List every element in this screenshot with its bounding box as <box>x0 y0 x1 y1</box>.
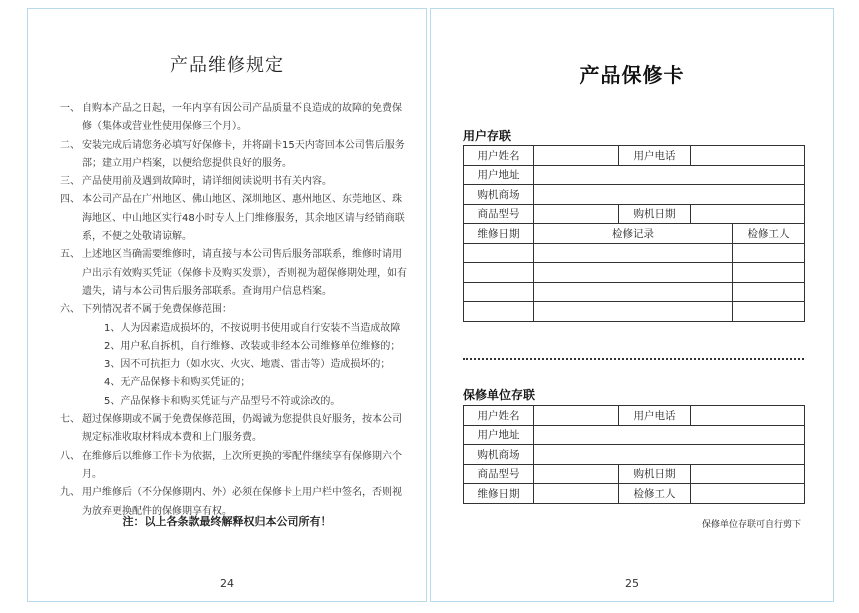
rule-text: 超过保修期或不属于免费保修范围，仍竭诚为您提供良好服务，按本公司规定标准收取材料成本费和上门服务费。 <box>82 414 402 444</box>
disclaimer-note: 注：以上各条款最终解释权归本公司所有！ <box>122 515 332 528</box>
repair-date-field[interactable] <box>534 484 619 504</box>
repair-record-cell[interactable] <box>534 243 733 263</box>
store-field[interactable] <box>534 185 805 205</box>
store-label: 购机商场 <box>464 185 534 205</box>
phone-label: 用户电话 <box>619 146 691 166</box>
rule-number: 八、 <box>60 450 80 462</box>
exclusion-item: 4、无产品保修卡和购买凭证的； <box>104 377 251 389</box>
table-row <box>464 302 805 322</box>
cut-line <box>463 358 804 360</box>
rule-item <box>60 100 410 137</box>
user-copy-label: 用户存联 <box>463 129 512 143</box>
address-label: 用户地址 <box>464 425 534 445</box>
worker-cell[interactable] <box>733 302 805 322</box>
rule-text: 产品使用前及遇到故障时，请详细阅读说明书有关内容。 <box>82 176 332 188</box>
table-row <box>464 445 805 465</box>
rule-item <box>60 173 410 191</box>
unit-copy-label: 保修单位存联 <box>463 388 536 402</box>
rule-number: 六、 <box>60 304 80 316</box>
table-row <box>464 165 805 185</box>
phone-label: 用户电话 <box>619 406 691 426</box>
rule-number: 四、 <box>60 194 80 206</box>
rule-item <box>60 411 410 448</box>
rule-text: 安装完成后请您务必填写好保修卡，并将副卡15天内寄回本公司售后服务部；建立用户档案，以便给您提供良好的服务。 <box>82 139 405 169</box>
rule-number: 一、 <box>60 103 80 114</box>
rule-number: 九、 <box>60 487 80 499</box>
rule-text: 本公司产品在广州地区、佛山地区、深圳地区、惠州地区、东莞地区、珠海地区、中山地区实行48小时专人上门维修服务，其余地区请与经销商联系，不便之处敬请谅解。 <box>82 194 405 243</box>
worker-cell[interactable] <box>733 243 805 263</box>
table-row <box>464 204 805 224</box>
repair-date-cell[interactable] <box>464 302 534 322</box>
phone-field[interactable] <box>691 406 805 426</box>
model-label: 商品型号 <box>464 204 534 224</box>
purchase-date-field[interactable] <box>691 204 805 224</box>
worker-cell[interactable] <box>733 282 805 302</box>
rule-number: 三、 <box>60 176 80 188</box>
table-row <box>464 464 805 484</box>
exclusion-item: 5、产品保修卡和购买凭证与产品型号不符或涂改的。 <box>104 395 341 407</box>
rule-number: 二、 <box>60 139 80 151</box>
repair-date-label: 维修日期 <box>464 484 534 504</box>
worker-label: 检修工人 <box>619 484 691 504</box>
repair-date-cell[interactable] <box>464 282 534 302</box>
table-row <box>464 282 805 302</box>
phone-field[interactable] <box>691 146 805 166</box>
rule-item <box>60 137 410 174</box>
rule-item <box>60 448 410 485</box>
rule-item <box>60 301 410 411</box>
address-label: 用户地址 <box>464 165 534 185</box>
rule-text: 下列情况者不属于免费保修范围： <box>82 304 232 316</box>
repair-record-header: 检修记录 <box>534 224 733 244</box>
repair-record-cell[interactable] <box>534 282 733 302</box>
rule-text: 在维修后以维修工作卡为依据，上次所更换的零配件继续享有保修期六个月。 <box>82 450 402 480</box>
worker-header: 检修工人 <box>733 224 805 244</box>
page-number: 25 <box>625 577 639 590</box>
repair-date-cell[interactable] <box>464 263 534 283</box>
store-field[interactable] <box>534 445 805 465</box>
address-field[interactable] <box>534 165 805 185</box>
model-field[interactable] <box>534 204 619 224</box>
rule-text: 用户维修后（不分保修期内、外）必须在保修卡上用户栏中签名，否则视为放弃更换配件的保修期享有权。 <box>82 487 402 517</box>
name-label: 用户姓名 <box>464 406 534 426</box>
store-label: 购机商场 <box>464 445 534 465</box>
exclusion-item: 3、因不可抗拒力（如水灾、火灾、地震、雷击等）造成损坏的； <box>104 359 391 371</box>
page-title: 产品维修规定 <box>170 55 284 76</box>
address-field[interactable] <box>534 425 805 445</box>
table-row <box>464 263 805 283</box>
rules-list <box>60 100 410 521</box>
repair-record-cell[interactable] <box>534 302 733 322</box>
exclusions-list <box>82 320 410 411</box>
table-row <box>464 425 805 445</box>
name-field[interactable] <box>534 146 619 166</box>
model-label: 商品型号 <box>464 464 534 484</box>
table-row <box>464 185 805 205</box>
rule-number: 五、 <box>60 249 80 261</box>
page-24 <box>27 8 427 602</box>
card-title: 产品保修卡 <box>579 63 685 87</box>
rule-item <box>60 191 410 246</box>
purchase-date-label: 购机日期 <box>619 464 691 484</box>
repair-record-cell[interactable] <box>534 263 733 283</box>
table-row <box>464 243 805 263</box>
name-label: 用户姓名 <box>464 146 534 166</box>
worker-field[interactable] <box>691 484 805 504</box>
rule-text: 上述地区当确需要维修时，请直接与本公司售后服务部联系，维修时请用户出示有效购买凭证（保修卡及购买发票），否则视为超保修期处理，如有遗失，请与本公司售后服务部联系。查询用户信息档案。 <box>82 249 407 297</box>
name-field[interactable] <box>534 406 619 426</box>
worker-cell[interactable] <box>733 263 805 283</box>
table-row <box>464 484 805 504</box>
page-25 <box>430 8 834 602</box>
table-row <box>464 224 805 244</box>
purchase-date-label: 购机日期 <box>619 204 691 224</box>
cut-note: 保修单位存联可自行剪下 <box>701 520 801 530</box>
rule-text: 自购本产品之日起，一年内享有因公司产品质量不良造成的故障的免费保修（集体或营业性使用保修三个月）。 <box>82 103 402 133</box>
unit-copy-table <box>463 405 805 504</box>
repair-date-cell[interactable] <box>464 243 534 263</box>
rule-item <box>60 246 410 301</box>
exclusion-item: 1、人为因素造成损坏的，不按说明书使用或自行安装不当造成故障 <box>104 322 401 334</box>
repair-date-header: 维修日期 <box>464 224 534 244</box>
exclusion-item: 2、用户私自拆机，自行维修、改装或非经本公司维修单位维修的； <box>104 340 401 352</box>
rule-number: 七、 <box>60 414 80 426</box>
table-row <box>464 146 805 166</box>
page-number: 24 <box>220 577 234 590</box>
model-field[interactable] <box>534 464 619 484</box>
table-row <box>464 406 805 426</box>
purchase-date-field[interactable] <box>691 464 805 484</box>
user-copy-table <box>463 145 805 322</box>
